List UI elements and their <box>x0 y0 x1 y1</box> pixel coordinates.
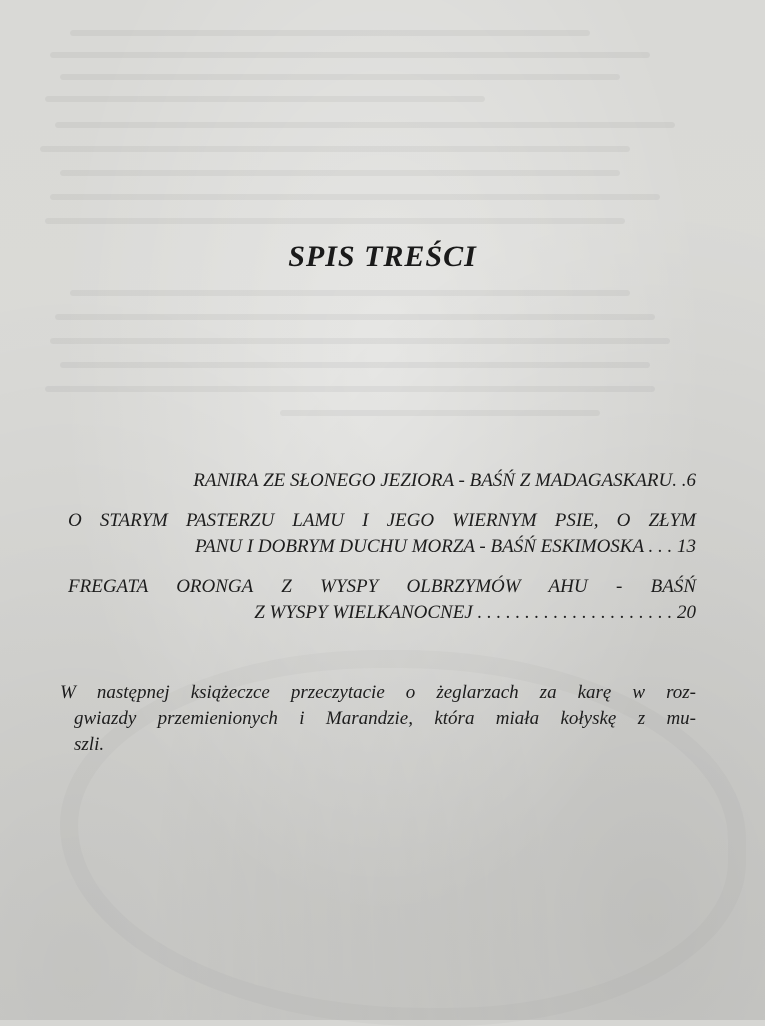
page-title: SPIS TREŚCI <box>288 240 477 273</box>
note-line: gwiazdy przemienionych i Marandzie, która miała kołyskę z mu- <box>74 708 696 729</box>
toc-entry <box>60 468 696 494</box>
toc-entry <box>60 574 696 626</box>
table-of-contents <box>60 468 696 626</box>
toc-entry-line: FREGATA ORONGA Z WYSPY OLBRZYMÓW AHU - BAŚŃ <box>68 576 696 597</box>
toc-entry-line: Z WYSPY WIELKANOCNEJ . . . . . . . . . . . . . . . . . . . . . 20 <box>254 602 696 623</box>
toc-entry-line: PANU I DOBRYM DUCHU MORZA - BAŚŃ ESKIMOSKA . . . 13 <box>194 536 696 557</box>
next-book-note <box>60 680 696 758</box>
note-line: W następnej książeczce przeczytacie o żeglarzach za karę w roz- <box>60 682 696 703</box>
toc-entry <box>60 508 696 560</box>
note-line: szli. <box>74 734 105 755</box>
toc-entry-line: O STARYM PASTERZU LAMU I JEGO WIERNYM PSIE, O ZŁYM <box>68 510 696 531</box>
toc-entry-line: RANIRA ZE SŁONEGO JEZIORA - BAŚŃ Z MADAGASKARU. .6 <box>193 470 696 491</box>
